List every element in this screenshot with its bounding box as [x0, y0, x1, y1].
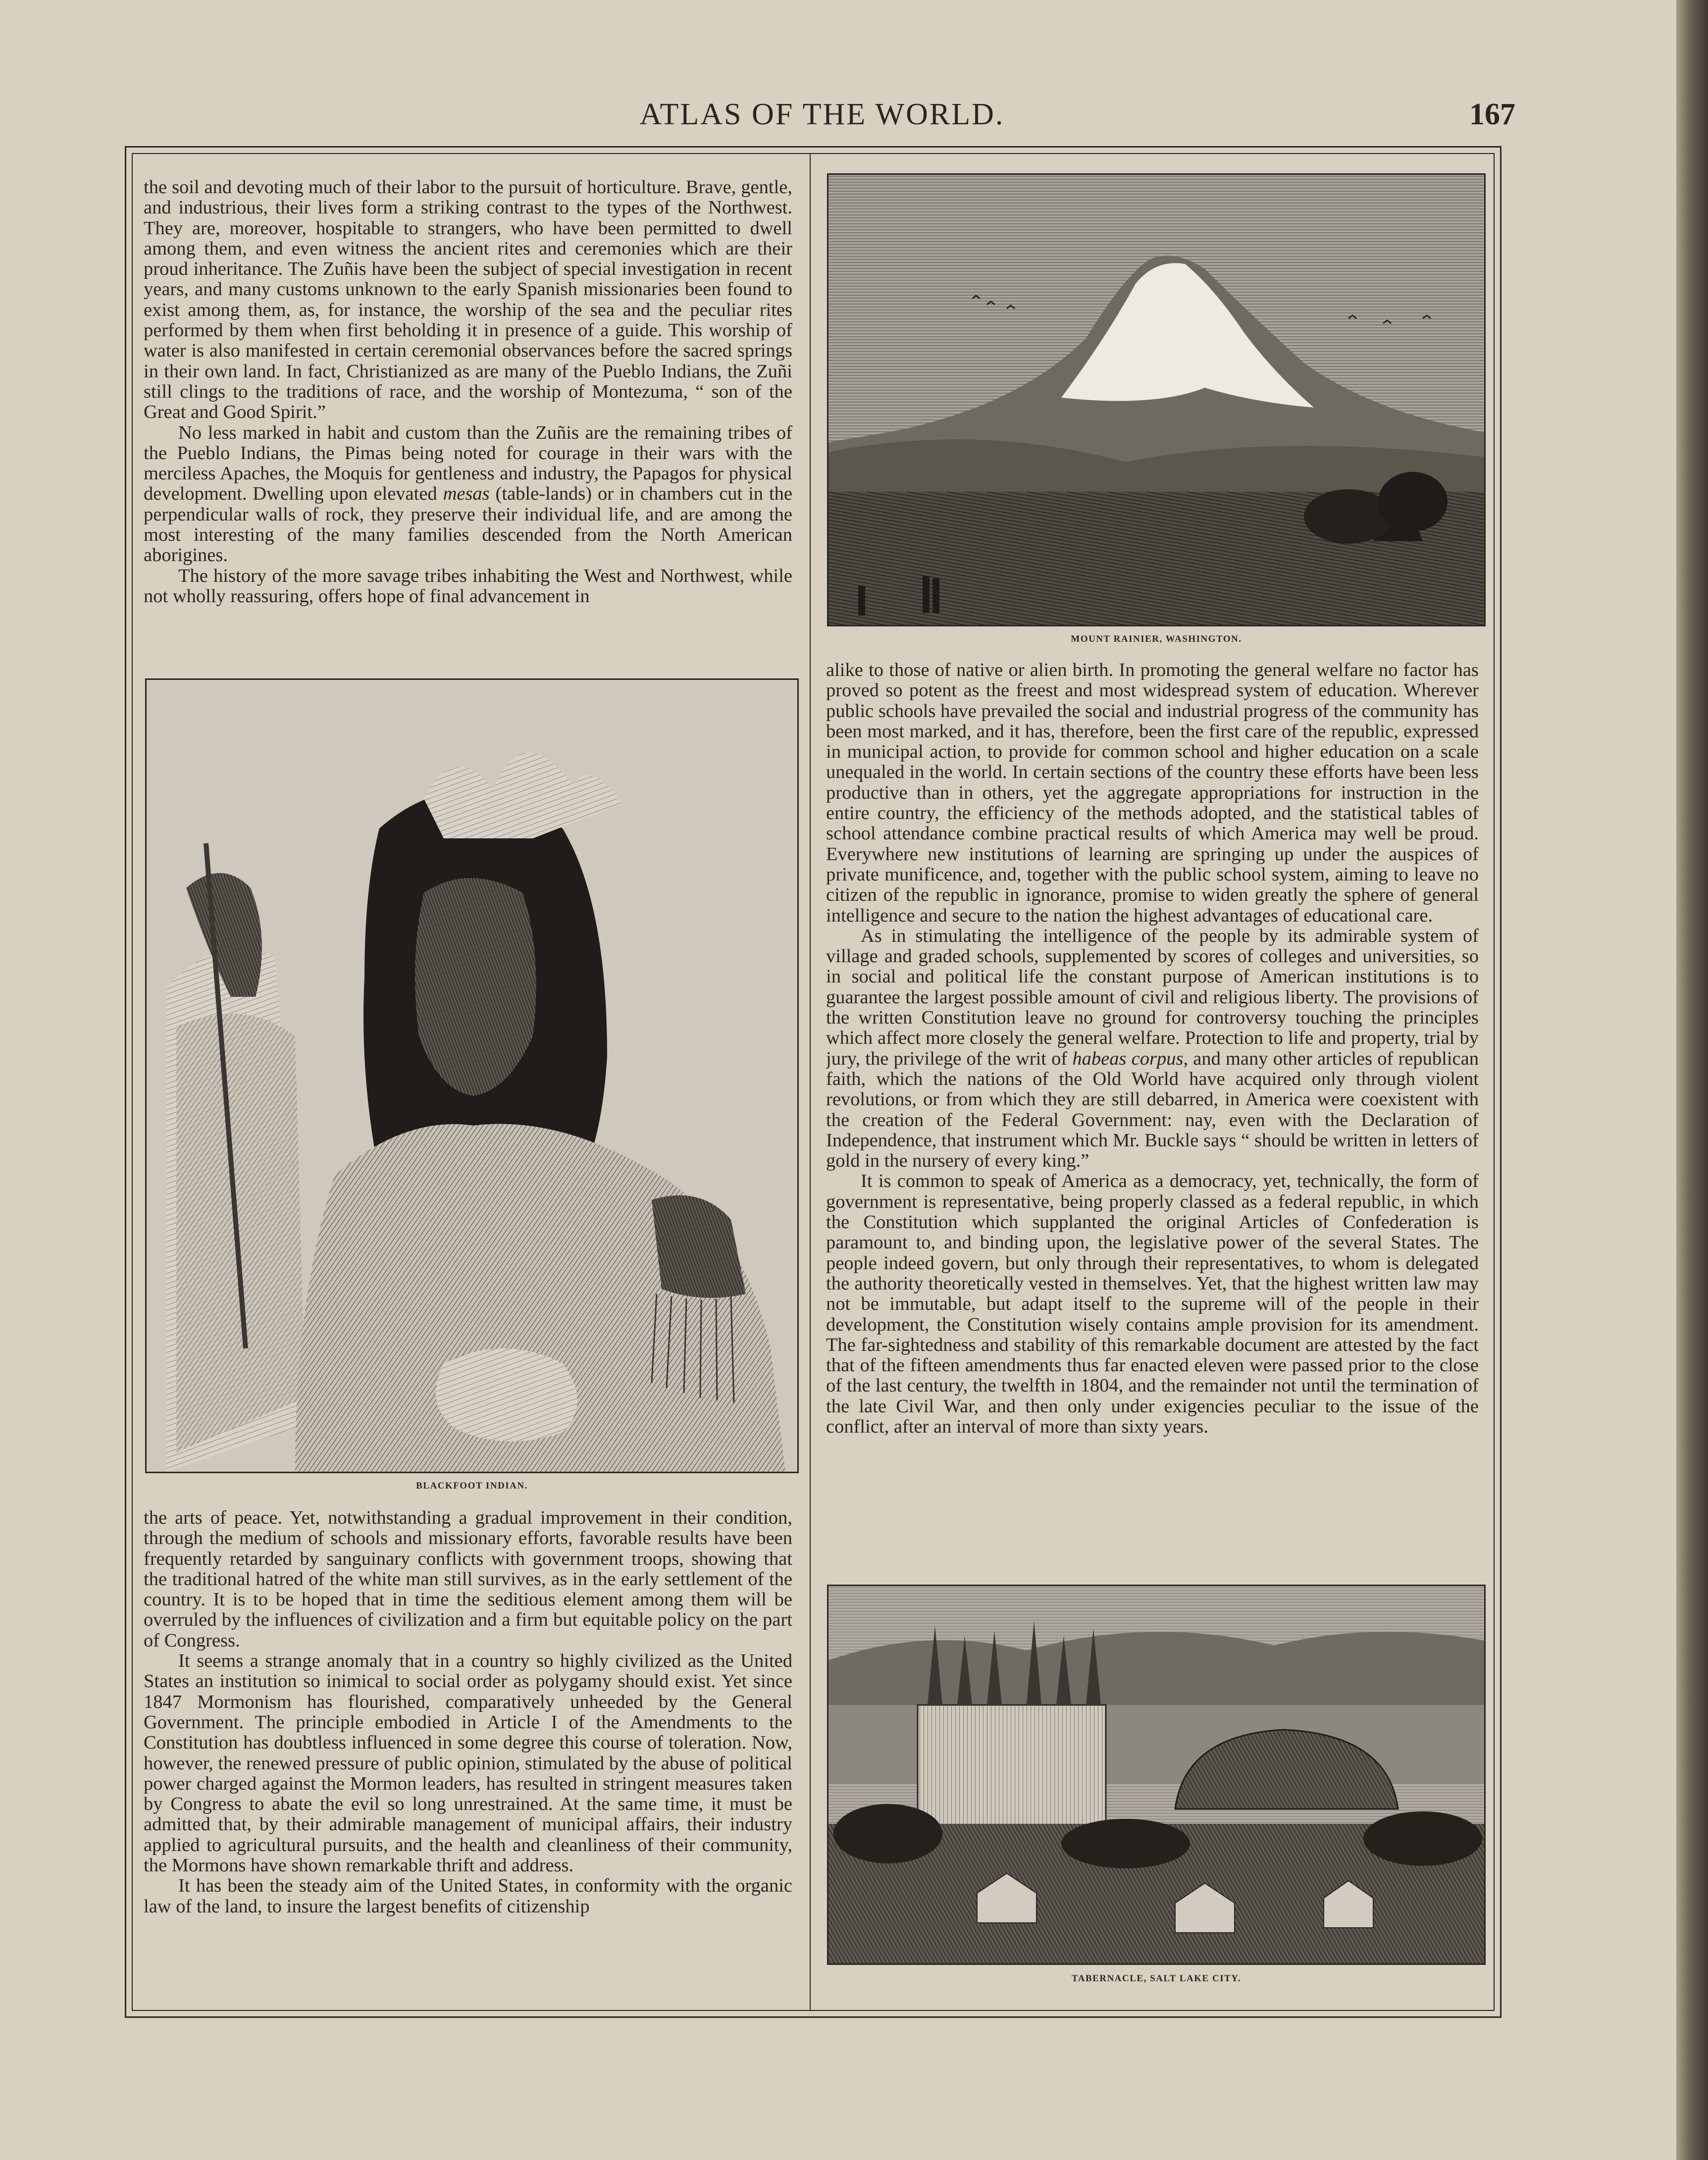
- paragraph: The history of the more savage tribes inhabiting the West and Northwest, while not wholly reassuring, offers hope of final advancement in: [144, 565, 792, 607]
- running-title: ATLAS OF THE WORLD.: [639, 98, 1005, 131]
- paragraph: the soil and devoting much of their labor to the pursuit of horticulture. Brave, gentle, and industrious, their lives form a striking contrast to the types of the Northwest. They are, moreover, hospitable to strangers, who have been permitted to dwell among them, and even witness the ancient rites and ceremonies which are their proud inheritance. The Zuñis have been the subject of special investigation in recent years, and many customs unknown to the early Spanish missionaries been found to exist among them, as, for instance, the worship of the sea and the peculiar rites performed by them when first beholding it in presence of a guide. This worship of water is also manifested in certain ceremonial observances before the sacred springs in their own land. In fact, Christianized as are many of the Pueblo Indians, the Zuñi still clings to the traditions of race, and the worship of Montezuma, “ son of the Great and Good Spirit.”: [144, 177, 792, 423]
- paragraph: It seems a strange anomaly that in a country so highly civilized as the United States an institution so inimical to social order as polygamy should exist. Yet since 1847 Mormonism has flourished, comparatively unheeded by the General Government. The principle embodied in Article I of the Amendments to the Constitution has doubtless influenced in some degree this course of toleration. Now, however, the renewed pressure of public opinion, stimulated by the abuse of political power charged against the Mormon leaders, has resulted in stringent measures taken by Congress to abate the evil so long unrestrained. At the same time, it must be admitted that, by their admirable management of municipal affairs, their industry applied to agricultural pursuits, and the health and cleanliness of their community, the Mormons have shown remarkable thrift and address.: [144, 1650, 792, 1876]
- text-run: No less marked in habit and custom than the Zuñis are the remaining tribes of the Pueblo Indians, the Pimas being noted for courage in their wars with the merciless Apaches, the Moquis for gentleness and industry, the Papagos for physical development. Dwelling upon elevated: [144, 422, 792, 505]
- paragraph: the arts of peace. Yet, notwithstanding a gradual improvement in their condition, through the medium of schools and missionary efforts, favorable results have been frequently retarded by sanguinary conflicts with government troops, showing that the traditional hatred of the white man still survives, as in the early settlement of the country. It is to be hoped that in time the seditious element among them will be overruled by the influences of civilization and a firm but equitable policy on the part of Congress.: [144, 1508, 792, 1651]
- paragraph: [826, 926, 1479, 1172]
- text-run: , and many other articles of republican faith, which the nations of the Old World have acquired only through violent revolutions, or from which they are still debarred, in America were coexistent with the creation of the Federal Government: nay, even with the Declaration of Independence, that instrument which Mr. Buckle says “ should be written in letters of gold in the nursery of every king.”: [826, 1048, 1479, 1172]
- blackfoot-indian-illustration: [145, 678, 799, 1473]
- tabernacle-illustration: [827, 1585, 1486, 1965]
- blackfoot-caption: BLACKFOOT INDIAN.: [416, 1481, 528, 1491]
- blackfoot-engraving-art: [147, 680, 797, 1472]
- mount-rainier-engraving-art: [828, 175, 1484, 625]
- paragraph: [144, 423, 792, 566]
- paragraph: It is common to speak of America as a democracy, yet, technically, the form of government is representative, being properly classed as a federal republic, in which the Constitution which supplanted the original Articles of Confederation is paramount to, and binding upon, the legislative power of the several States. The people indeed govern, but only through their representatives, to whom is delegated the authority theoretically vested in themselves. Yet, that the highest written law may not be immutable, but adapt itself to the supreme will of the people in their development, the Constitution wisely contains ample provision for its amendment. The far-sightedness and stability of this remarkable document are attested by the fact that of the fifteen amendments thus far enacted eleven were passed prior to the close of the last century, the twelfth in 1804, and the remainder not until the termination of the late Civil War, and then only under exigencies peculiar to the issue of the conflict, after an interval of more than sixty years.: [826, 1171, 1479, 1437]
- column-rule: [810, 153, 811, 2011]
- mount-rainier-illustration: [827, 173, 1486, 626]
- left-column-bottom-text: [144, 1508, 792, 2003]
- text-run: As in stimulating the intelligence of the people by its admirable system of village and graded schools, supplemented by scores of colleges and universities, so in social and political life the constant purpose of American institutions is to guarantee the largest possible amount of civil and religious liberty. The provisions of the written Constitution leave no ground for controversy touching the principles which affect more closely the general welfare. Protection to life and property, trial by jury, the privilege of the writ of: [826, 925, 1479, 1069]
- paragraph: alike to those of native or alien birth. In promoting the general welfare no factor has proved so potent as the freest and most widespread system of education. Wherever public schools have prevailed the social and industrial progress of the community has been most marked, and it has, therefore, been the first care of the republic, expressed in municipal action, to provide for common school and higher education on a scale unequaled in the world. In certain sections of the country these efforts have been less productive than in others, yet the aggregate appropriations for instruction in the entire country, the efficiency of the methods adopted, and the statistical tables of school attendance combine practical results of which America may well be proud. Everywhere new institutions of learning are springing up under the auspices of private munificence, and, together with the public school system, aiming to leave no citizen of the republic in ignorance, promise to widen greatly the sphere of general intelligence and secure to the nation the highest advantages of educational care.: [826, 660, 1479, 926]
- tabernacle-caption: TABERNACLE, SALT LAKE CITY.: [1072, 1973, 1241, 1984]
- rainier-caption: MOUNT RAINIER, WASHINGTON.: [1071, 634, 1242, 644]
- paragraph: It has been the steady aim of the United States, in conformity with the organic law of the land, to insure the largest benefits of citizenship: [144, 1875, 792, 1917]
- left-column-top-text: [144, 177, 792, 658]
- page-edge-shadow: [1676, 0, 1708, 2160]
- tabernacle-engraving-art: [828, 1586, 1484, 1963]
- text-run: (table-lands) or in chambers cut in the perpendicular walls of rock, they preserve their individual life, and are among the most interesting of the many families descended from the North American aborigines.: [144, 483, 792, 566]
- right-column-text: [826, 660, 1479, 1586]
- page-number: 167: [1469, 98, 1515, 131]
- italic-term: mesas: [443, 483, 490, 505]
- italic-term: habeas corpus: [1072, 1048, 1184, 1069]
